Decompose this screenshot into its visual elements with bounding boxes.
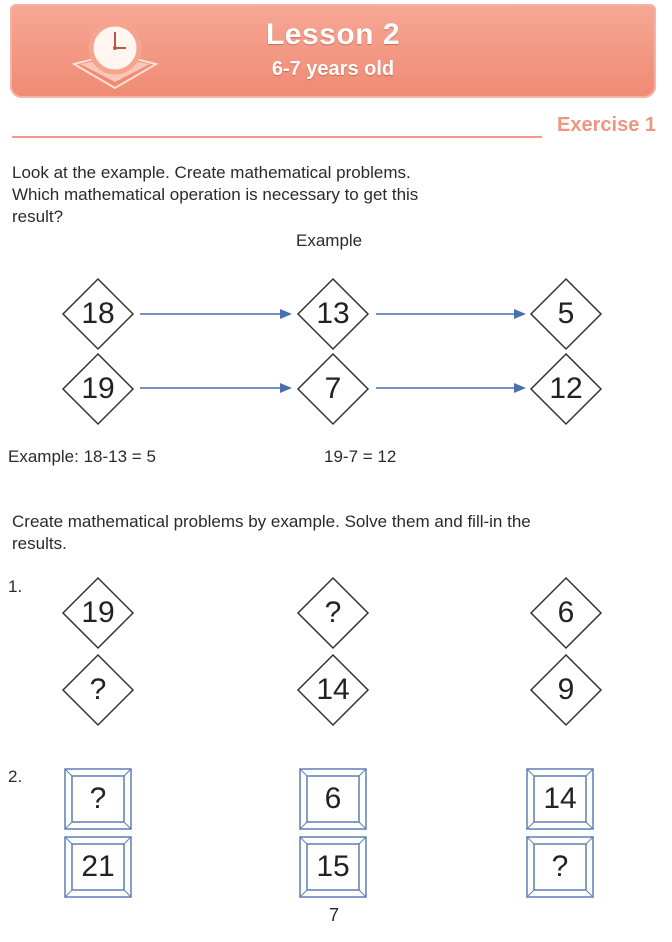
framed-box[interactable] [64, 768, 132, 830]
diamond-value: 19 [81, 596, 115, 629]
exercise-divider [12, 136, 542, 138]
lesson-banner [10, 4, 656, 98]
instruction-line-2: Which mathematical operation is necessary to get this [12, 185, 419, 204]
diamond-box [61, 277, 135, 351]
example-equation-1: Example: 18-13 = 5 [8, 447, 156, 466]
diamond-value: 19 [81, 372, 115, 405]
framed-box[interactable] [526, 836, 594, 898]
diamond-box [529, 352, 603, 426]
framed-box [299, 768, 367, 830]
instruction-line-1: Look at the example. Create mathematical problems. [12, 163, 411, 182]
framed-value: 6 [324, 782, 342, 815]
task-number: 1. [8, 577, 23, 596]
diamond-value: 6 [557, 596, 575, 629]
framed-value[interactable]: ? [551, 850, 569, 883]
diamond-box [529, 653, 603, 727]
diamond-value: 13 [316, 297, 350, 330]
diamond-value: 9 [557, 673, 575, 706]
exercise-label: Exercise 1 [557, 114, 656, 136]
framed-value: 14 [543, 782, 577, 815]
diamond-box [61, 576, 135, 650]
task-instruction-line-1: Create mathematical problems by example. Solve them and fill-in the [12, 512, 531, 531]
task-number: 2. [8, 767, 23, 786]
page-number: 7 [329, 905, 340, 925]
arrow-icon [376, 307, 526, 321]
diamond-box[interactable] [61, 653, 135, 727]
lesson-title: Lesson 2 [265, 18, 401, 51]
diamond-value: 7 [324, 372, 342, 405]
framed-box [64, 836, 132, 898]
example-heading: Example [296, 231, 363, 250]
framed-value: 21 [81, 850, 115, 883]
diamond-value: 14 [316, 673, 350, 706]
arrow-icon [140, 381, 292, 395]
arrow-icon [140, 307, 292, 321]
diamond-value[interactable]: ? [89, 673, 107, 706]
arrow-icon [376, 381, 526, 395]
diamond-box [61, 352, 135, 426]
framed-value[interactable]: ? [89, 782, 107, 815]
instruction-line-3: result? [12, 207, 64, 226]
framed-value: 15 [316, 850, 350, 883]
diamond-value[interactable]: ? [324, 596, 342, 629]
diamond-value: 5 [557, 297, 575, 330]
age-subtitle: 6-7 years old [271, 58, 395, 80]
diamond-value: 12 [549, 372, 583, 405]
diamond-box[interactable] [296, 576, 370, 650]
diamond-box [296, 277, 370, 351]
diamond-value: 18 [81, 297, 115, 330]
framed-box [299, 836, 367, 898]
diamond-box [296, 352, 370, 426]
framed-box [526, 768, 594, 830]
diamond-box [529, 277, 603, 351]
task-instruction-line-2: results. [12, 534, 67, 553]
diamond-box [529, 576, 603, 650]
diamond-box [296, 653, 370, 727]
example-equation-2: 19-7 = 12 [324, 447, 397, 466]
